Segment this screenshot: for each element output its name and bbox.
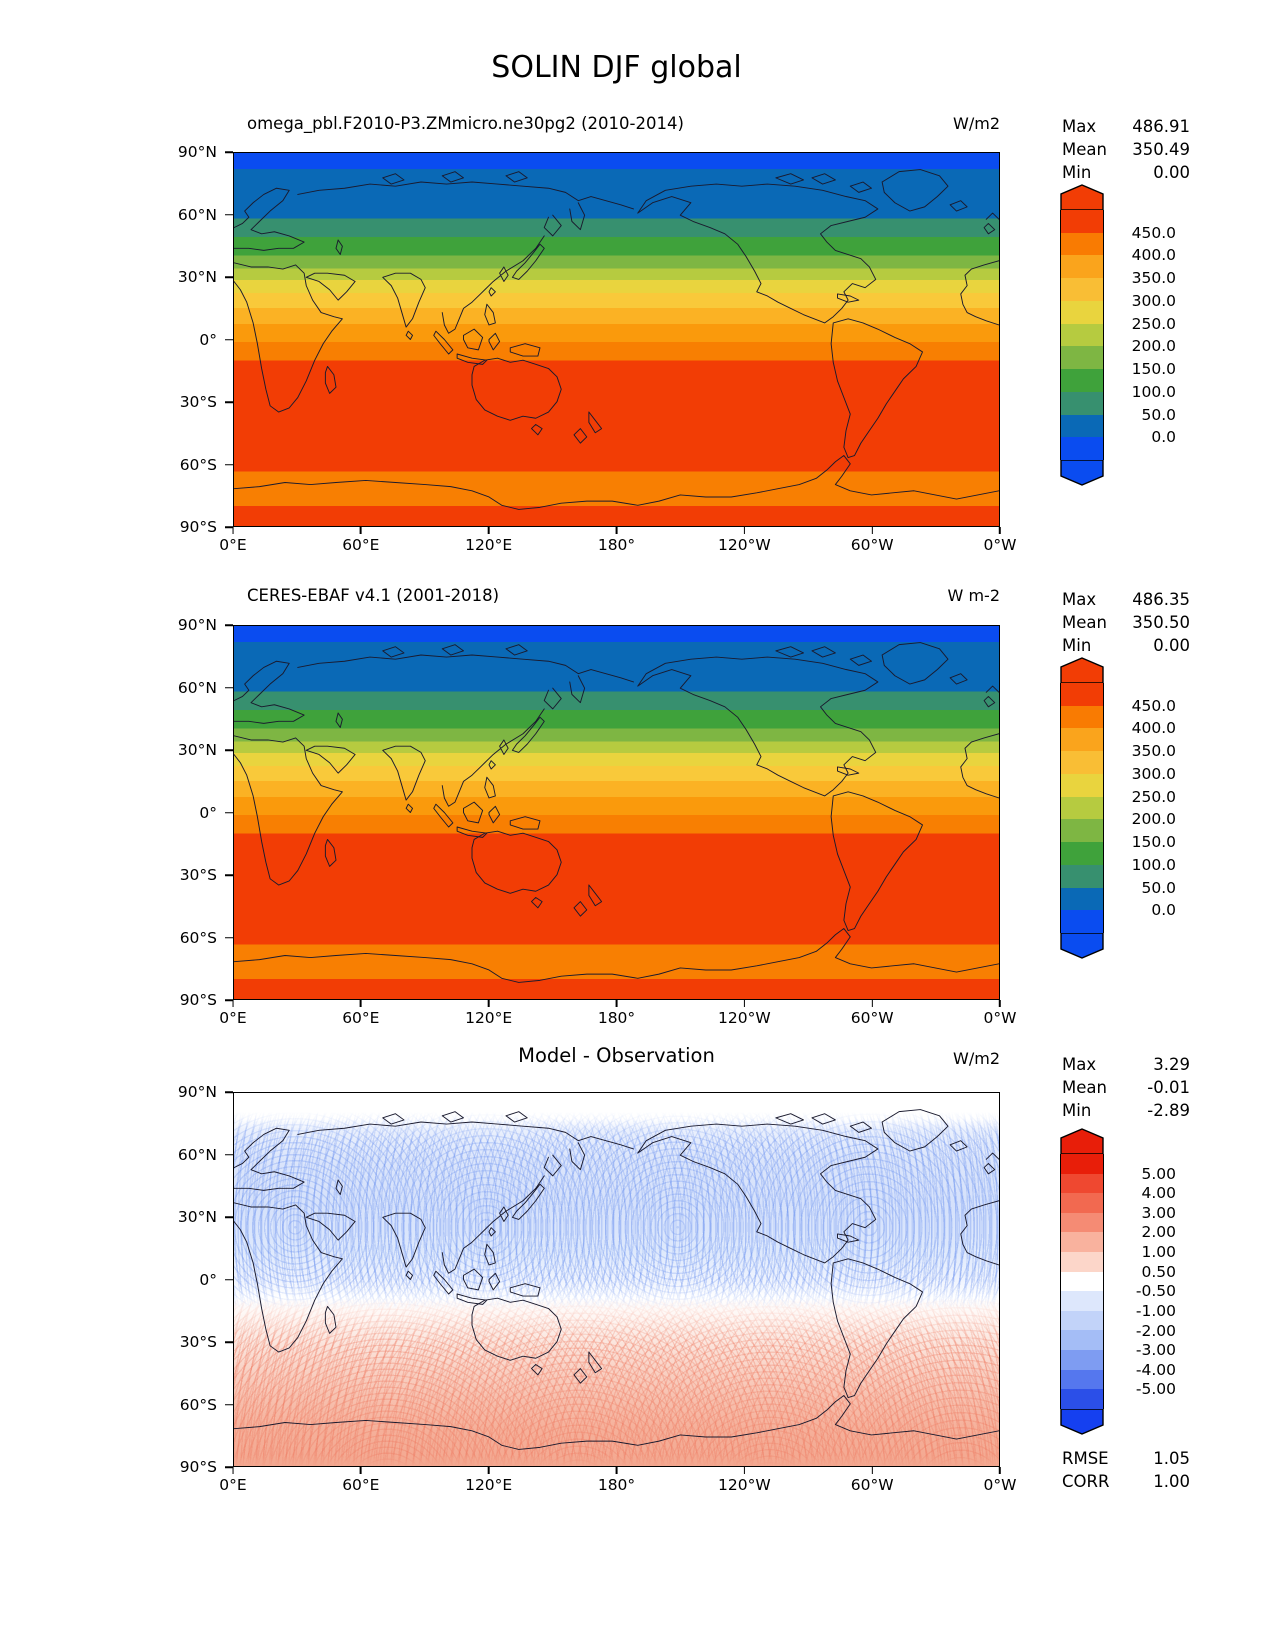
lat-tick-label: 30°S (179, 393, 217, 411)
colorbar-band (1061, 255, 1103, 278)
colorbar-tick-label: 450.0 (1131, 696, 1176, 715)
metric-value: 1.00 (1153, 1472, 1190, 1491)
lat-tick-label: 30°N (177, 741, 217, 759)
panel1-coastlines (234, 153, 999, 526)
colorbar-tick-label: 350.0 (1131, 742, 1176, 761)
stat-label: Min (1062, 636, 1092, 655)
lat-tick-label: 60°S (179, 1395, 217, 1414)
metric-value: 1.05 (1153, 1449, 1190, 1468)
colorbar-tick-label: 150.0 (1131, 360, 1176, 379)
colorbar-tick-label: 2.00 (1141, 1223, 1176, 1242)
panel1-title: omega_pbl.F2010-P3.ZMmicro.ne30pg2 (2010-2014) (247, 114, 684, 133)
lat-tick-label: 0° (199, 1270, 217, 1289)
stat-label: Max (1062, 590, 1097, 609)
colorbar-band (1061, 865, 1103, 888)
stat-label: Mean (1062, 140, 1107, 159)
stat-row-max (1062, 1053, 1190, 1076)
lon-tick-label: 120°E (465, 536, 513, 554)
colorbar-tick-label: 0.0 (1151, 901, 1176, 920)
colorbar-band (1061, 706, 1103, 729)
lon-tick-label: 60°W (850, 536, 894, 554)
colorbar-tick-label: 350.0 (1131, 269, 1176, 288)
colorbar-tick-label: 100.0 (1131, 382, 1176, 401)
lon-tick-label: 120°W (717, 1476, 771, 1494)
metric-label: CORR (1062, 1472, 1110, 1491)
stat-row-max (1062, 588, 1190, 611)
lat-tick-label: 90°N (177, 616, 217, 634)
lon-tick-label: 0°W (983, 1476, 1017, 1494)
colorbar-labels (1114, 683, 1176, 933)
lat-tick-label: 60°N (177, 678, 217, 697)
lat-tick-label: 60°N (177, 1145, 217, 1164)
colorbar-tick-label: 50.0 (1141, 405, 1176, 424)
colorbar-tick-label: -2.00 (1135, 1321, 1176, 1340)
colorbar-band (1061, 233, 1103, 256)
colorbar-tick-label: -3.00 (1135, 1341, 1176, 1360)
stat-row-mean (1062, 1076, 1190, 1099)
colorbar-band (1061, 1350, 1103, 1370)
lon-tick-label: 60°E (342, 1476, 380, 1494)
lon-tick-label: 0°W (983, 536, 1017, 554)
colorbar-tick-label: 3.00 (1141, 1203, 1176, 1222)
stat-row-mean (1062, 611, 1190, 634)
colorbar-band (1061, 1370, 1103, 1390)
panel3-title: Model - Observation (518, 1044, 715, 1067)
stat-label: Mean (1062, 613, 1107, 632)
colorbar-arrow-down-icon (1060, 1409, 1104, 1435)
colorbar-band (1061, 683, 1103, 706)
colorbar-band (1061, 797, 1103, 820)
colorbar-band (1061, 437, 1103, 460)
stat-row-min (1062, 161, 1190, 184)
coastlines-map (234, 153, 999, 526)
colorbar-band (1061, 1154, 1103, 1174)
lon-tick-label: 60°E (342, 1009, 380, 1027)
metric-label: RMSE (1062, 1449, 1109, 1468)
panel2-lon-axis (219, 1000, 1017, 1032)
lat-tick-label: 0° (199, 330, 217, 349)
lon-tick-label: 120°W (717, 536, 771, 554)
colorbar-bands (1060, 683, 1104, 933)
panel3-lon-axis (219, 1467, 1017, 1499)
panel3-coastlines (234, 1093, 999, 1466)
colorbar-band (1061, 728, 1103, 751)
colorbar-bands (1060, 210, 1104, 460)
stat-value: -2.89 (1147, 1101, 1190, 1120)
stat-label: Max (1062, 117, 1097, 136)
colorbar-band (1061, 819, 1103, 842)
colorbar-band (1061, 1330, 1103, 1350)
panel3-colorbar (1060, 1128, 1176, 1435)
stat-value: 0.00 (1153, 636, 1190, 655)
panel2-colorbar (1060, 657, 1176, 959)
lon-tick-label: 60°E (342, 536, 380, 554)
lat-tick-label: 30°N (177, 1208, 217, 1226)
lon-tick-label: 60°W (850, 1476, 894, 1494)
lat-tick-label: 90°S (179, 1458, 217, 1476)
stat-value: 486.91 (1132, 117, 1190, 136)
lon-tick-label: 60°W (850, 1009, 894, 1027)
lat-tick-label: 90°N (177, 1083, 217, 1101)
lon-tick-label: 180° (597, 1009, 636, 1027)
lat-tick-label: 0° (199, 803, 217, 822)
colorbar-arrow-down-icon (1060, 933, 1104, 959)
lon-tick-label: 0°W (983, 1009, 1017, 1027)
panel1-stats (1062, 115, 1190, 184)
colorbar-band (1061, 1232, 1103, 1252)
colorbar-tick-label: 300.0 (1131, 291, 1176, 310)
stat-row-min (1062, 634, 1190, 657)
lat-tick-label: 90°N (177, 143, 217, 161)
panel2-map (233, 625, 1000, 1000)
lon-tick-label: 0°E (219, 536, 247, 554)
colorbar-band (1061, 346, 1103, 369)
panel2-title: CERES-EBAF v4.1 (2001-2018) (247, 586, 500, 605)
colorbar-tick-label: 300.0 (1131, 764, 1176, 783)
lat-tick-label: 90°S (179, 991, 217, 1009)
colorbar-tick-label: -1.00 (1135, 1301, 1176, 1320)
lat-tick-label: 90°S (179, 518, 217, 536)
panel2-coastlines (234, 626, 999, 999)
lon-tick-label: 120°E (465, 1009, 513, 1027)
colorbar-band (1061, 1311, 1103, 1331)
stat-label: Max (1062, 1055, 1097, 1074)
coastlines-map (234, 626, 999, 999)
colorbar-band (1061, 369, 1103, 392)
stat-value: 350.49 (1132, 140, 1190, 159)
panel2-stats (1062, 588, 1190, 657)
lon-tick-label: 120°E (465, 1476, 513, 1494)
colorbar-band (1061, 751, 1103, 774)
colorbar-tick-label: 1.00 (1141, 1243, 1176, 1262)
stat-row-min (1062, 1099, 1190, 1122)
colorbar-band (1061, 392, 1103, 415)
colorbar-band (1061, 415, 1103, 438)
colorbar-tick-label: 200.0 (1131, 337, 1176, 356)
lat-tick-label: 30°S (179, 1333, 217, 1351)
lon-tick-label: 0°E (219, 1476, 247, 1494)
stat-value: 486.35 (1132, 590, 1190, 609)
colorbar-band (1061, 1272, 1103, 1292)
stat-value: 3.29 (1153, 1055, 1190, 1074)
colorbar-tick-label: -5.00 (1135, 1380, 1176, 1399)
colorbar-tick-label: 5.00 (1141, 1164, 1176, 1183)
colorbar-band (1061, 1252, 1103, 1272)
stat-row-max (1062, 115, 1190, 138)
lat-tick-label: 30°S (179, 866, 217, 884)
panel2-units-label: W m-2 (947, 586, 1000, 605)
colorbar-tick-label: 400.0 (1131, 719, 1176, 738)
colorbar-tick-label: 400.0 (1131, 246, 1176, 265)
lon-tick-label: 180° (597, 1476, 636, 1494)
stat-value: 350.50 (1132, 613, 1190, 632)
colorbar-tick-label: -0.50 (1135, 1282, 1176, 1301)
metric-row-corr (1062, 1470, 1190, 1493)
colorbar-tick-label: 0.50 (1141, 1262, 1176, 1281)
colorbar-band (1061, 1213, 1103, 1233)
colorbar-band (1061, 910, 1103, 933)
colorbar-tick-label: 150.0 (1131, 833, 1176, 852)
colorbar-labels (1114, 1154, 1176, 1409)
lon-tick-label: 0°E (219, 1009, 247, 1027)
colorbar-band (1061, 210, 1103, 233)
coastlines-map (234, 1093, 999, 1466)
stat-label: Min (1062, 163, 1092, 182)
colorbar-tick-label: 0.0 (1151, 428, 1176, 447)
figure-title: SOLIN DJF global (491, 50, 742, 85)
lat-tick-label: 60°S (179, 928, 217, 947)
lat-tick-label: 60°N (177, 205, 217, 224)
lon-tick-label: 120°W (717, 1009, 771, 1027)
panel1-lon-axis (219, 527, 1017, 559)
panel3-metrics (1062, 1447, 1190, 1493)
colorbar-band (1061, 324, 1103, 347)
colorbar-labels (1114, 210, 1176, 460)
colorbar-arrow-up-icon (1060, 1128, 1104, 1154)
colorbar-band (1061, 1389, 1103, 1409)
metric-row-rmse (1062, 1447, 1190, 1470)
lon-tick-label: 180° (597, 536, 636, 554)
colorbar-arrow-up-icon (1060, 184, 1104, 210)
colorbar-band (1061, 301, 1103, 324)
colorbar-band (1061, 842, 1103, 865)
colorbar-arrow-up-icon (1060, 657, 1104, 683)
colorbar-tick-label: 50.0 (1141, 878, 1176, 897)
colorbar-tick-label: 250.0 (1131, 787, 1176, 806)
colorbar-tick-label: 200.0 (1131, 810, 1176, 829)
panel2-lat-axis (163, 616, 233, 1009)
colorbar-arrow-down-icon (1060, 460, 1104, 486)
colorbar-tick-label: 250.0 (1131, 314, 1176, 333)
colorbar-band (1061, 1193, 1103, 1213)
stat-label: Min (1062, 1101, 1092, 1120)
colorbar-band (1061, 1291, 1103, 1311)
panel3-stats (1062, 1053, 1190, 1122)
lat-tick-label: 30°N (177, 268, 217, 286)
colorbar-band (1061, 278, 1103, 301)
stat-label: Mean (1062, 1078, 1107, 1097)
stat-row-mean (1062, 138, 1190, 161)
colorbar-band (1061, 1174, 1103, 1194)
panel3-lat-axis (163, 1083, 233, 1476)
panel1-units-label: W/m2 (953, 114, 1000, 133)
colorbar-bands (1060, 1154, 1104, 1409)
colorbar-tick-label: 450.0 (1131, 223, 1176, 242)
colorbar-tick-label: 4.00 (1141, 1184, 1176, 1203)
panel3-map (233, 1092, 1000, 1467)
stat-value: 0.00 (1153, 163, 1190, 182)
colorbar-band (1061, 888, 1103, 911)
lat-tick-label: 60°S (179, 455, 217, 474)
stat-value: -0.01 (1147, 1078, 1190, 1097)
colorbar-band (1061, 774, 1103, 797)
panel1-colorbar (1060, 184, 1176, 486)
panel1-lat-axis (163, 143, 233, 536)
colorbar-tick-label: -4.00 (1135, 1360, 1176, 1379)
panel3-units-label: W/m2 (953, 1049, 1000, 1068)
colorbar-tick-label: 100.0 (1131, 855, 1176, 874)
panel1-map (233, 152, 1000, 527)
